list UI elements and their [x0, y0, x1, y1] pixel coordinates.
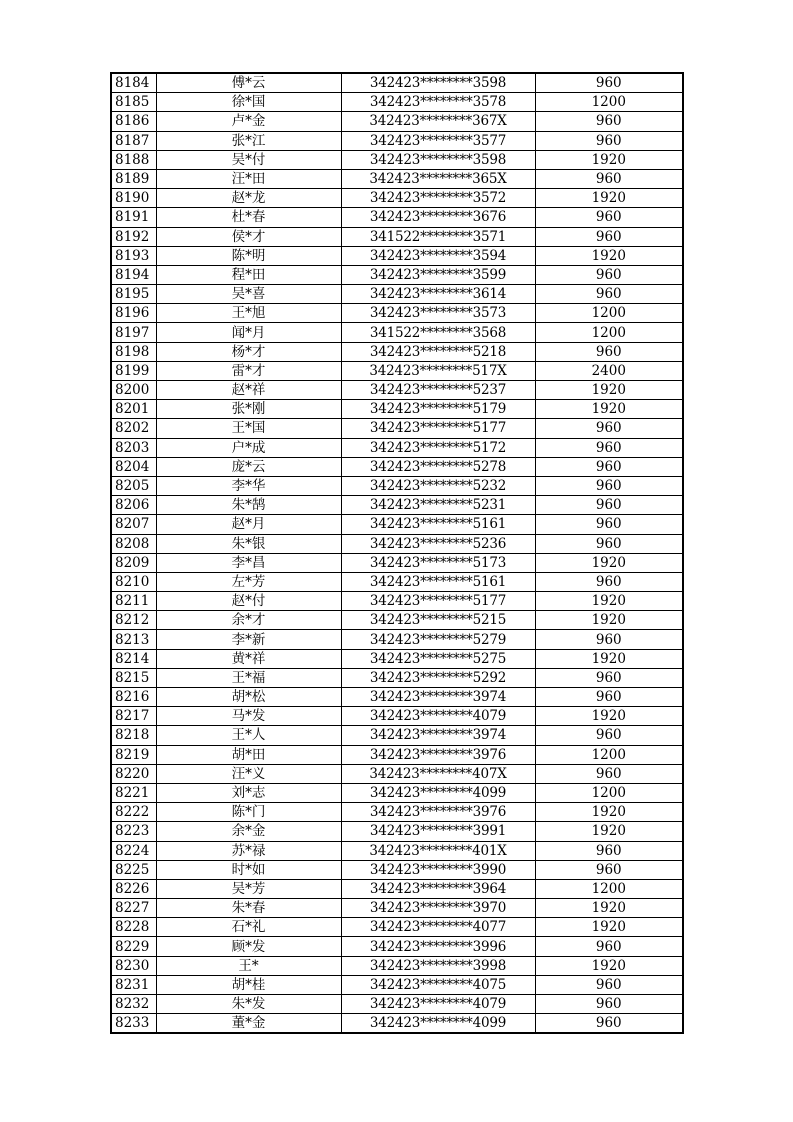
- id-number-cell: 342423********5218: [341, 342, 535, 361]
- amount-cell: 1920: [535, 822, 683, 841]
- amount-cell: 960: [535, 496, 683, 515]
- id-number-cell: 342423********5275: [341, 649, 535, 668]
- table-row: [111, 93, 683, 112]
- row-number-cell: 8227: [111, 899, 156, 918]
- records-body: [111, 73, 683, 1033]
- amount-cell: 1920: [535, 592, 683, 611]
- amount-cell: 1920: [535, 189, 683, 208]
- row-number-cell: 8219: [111, 745, 156, 764]
- amount-cell: 1920: [535, 553, 683, 572]
- table-row: [111, 630, 683, 649]
- table-row: [111, 822, 683, 841]
- row-number-cell: 8200: [111, 381, 156, 400]
- amount-cell: 960: [535, 227, 683, 246]
- row-number-cell: 8215: [111, 668, 156, 687]
- amount-cell: 960: [535, 764, 683, 783]
- table-row: [111, 668, 683, 687]
- row-number-cell: 8217: [111, 707, 156, 726]
- name-cell: 马*发: [156, 707, 341, 726]
- id-number-cell: 342423********4079: [341, 707, 535, 726]
- table-row: [111, 534, 683, 553]
- amount-cell: 1200: [535, 304, 683, 323]
- name-cell: 户*成: [156, 438, 341, 457]
- row-number-cell: 8216: [111, 688, 156, 707]
- row-number-cell: 8221: [111, 783, 156, 802]
- id-number-cell: 342423********5177: [341, 419, 535, 438]
- table-row: [111, 726, 683, 745]
- id-number-cell: 342423********5173: [341, 553, 535, 572]
- name-cell: 王*人: [156, 726, 341, 745]
- id-number-cell: 342423********3614: [341, 285, 535, 304]
- id-number-cell: 342423********5161: [341, 572, 535, 591]
- name-cell: 苏*禄: [156, 841, 341, 860]
- id-number-cell: 342423********4099: [341, 783, 535, 802]
- table-row: [111, 419, 683, 438]
- name-cell: 傅*云: [156, 73, 341, 93]
- amount-cell: 960: [535, 419, 683, 438]
- row-number-cell: 8224: [111, 841, 156, 860]
- id-number-cell: 342423********3578: [341, 93, 535, 112]
- id-number-cell: 342423********5237: [341, 381, 535, 400]
- id-number-cell: 342423********4075: [341, 975, 535, 994]
- amount-cell: 1200: [535, 323, 683, 342]
- name-cell: 赵*月: [156, 515, 341, 534]
- name-cell: 李*昌: [156, 553, 341, 572]
- name-cell: 程*田: [156, 265, 341, 284]
- row-number-cell: 8233: [111, 1014, 156, 1034]
- table-row: [111, 169, 683, 188]
- name-cell: 赵*付: [156, 592, 341, 611]
- table-row: [111, 361, 683, 380]
- amount-cell: 1920: [535, 918, 683, 937]
- amount-cell: 960: [535, 937, 683, 956]
- row-number-cell: 8197: [111, 323, 156, 342]
- amount-cell: 960: [535, 438, 683, 457]
- amount-cell: 1200: [535, 93, 683, 112]
- table-row: [111, 937, 683, 956]
- id-number-cell: 342423********5231: [341, 496, 535, 515]
- name-cell: 朱*发: [156, 995, 341, 1014]
- amount-cell: 1920: [535, 707, 683, 726]
- name-cell: 徐*国: [156, 93, 341, 112]
- name-cell: 顾*发: [156, 937, 341, 956]
- row-number-cell: 8205: [111, 476, 156, 495]
- table-row: [111, 381, 683, 400]
- table-row: [111, 342, 683, 361]
- amount-cell: 960: [535, 265, 683, 284]
- name-cell: 朱*银: [156, 534, 341, 553]
- name-cell: 胡*田: [156, 745, 341, 764]
- amount-cell: 960: [535, 457, 683, 476]
- name-cell: 黄*祥: [156, 649, 341, 668]
- id-number-cell: 342423********5292: [341, 668, 535, 687]
- name-cell: 吴*芳: [156, 879, 341, 898]
- table-row: [111, 572, 683, 591]
- id-number-cell: 342423********3996: [341, 937, 535, 956]
- table-row: [111, 764, 683, 783]
- amount-cell: 1920: [535, 400, 683, 419]
- id-number-cell: 342423********5236: [341, 534, 535, 553]
- id-number-cell: 342423********4079: [341, 995, 535, 1014]
- id-number-cell: 342423********3990: [341, 860, 535, 879]
- name-cell: 朱*鹄: [156, 496, 341, 515]
- id-number-cell: 342423********3598: [341, 150, 535, 169]
- table-row: [111, 592, 683, 611]
- id-number-cell: 342423********401X: [341, 841, 535, 860]
- id-number-cell: 342423********3976: [341, 745, 535, 764]
- name-cell: 王*: [156, 956, 341, 975]
- table-row: [111, 707, 683, 726]
- row-number-cell: 8231: [111, 975, 156, 994]
- table-row: [111, 246, 683, 265]
- id-number-cell: 342423********3970: [341, 899, 535, 918]
- name-cell: 杨*才: [156, 342, 341, 361]
- id-number-cell: 342423********3976: [341, 803, 535, 822]
- row-number-cell: 8229: [111, 937, 156, 956]
- table-row: [111, 304, 683, 323]
- amount-cell: 960: [535, 131, 683, 150]
- amount-cell: 960: [535, 1014, 683, 1034]
- table-row: [111, 553, 683, 572]
- row-number-cell: 8190: [111, 189, 156, 208]
- row-number-cell: 8225: [111, 860, 156, 879]
- id-number-cell: 342423********3676: [341, 208, 535, 227]
- row-number-cell: 8206: [111, 496, 156, 515]
- table-row: [111, 745, 683, 764]
- amount-cell: 960: [535, 73, 683, 93]
- id-number-cell: 342423********407X: [341, 764, 535, 783]
- amount-cell: 1920: [535, 956, 683, 975]
- row-number-cell: 8198: [111, 342, 156, 361]
- row-number-cell: 8207: [111, 515, 156, 534]
- id-number-cell: 342423********3572: [341, 189, 535, 208]
- table-row: [111, 227, 683, 246]
- amount-cell: 960: [535, 860, 683, 879]
- name-cell: 汪*义: [156, 764, 341, 783]
- name-cell: 左*芳: [156, 572, 341, 591]
- table-row: [111, 956, 683, 975]
- id-number-cell: 342423********517X: [341, 361, 535, 380]
- id-number-cell: 342423********3974: [341, 726, 535, 745]
- amount-cell: 960: [535, 342, 683, 361]
- table-row: [111, 150, 683, 169]
- records-table: [110, 72, 684, 1034]
- row-number-cell: 8232: [111, 995, 156, 1014]
- row-number-cell: 8220: [111, 764, 156, 783]
- amount-cell: 960: [535, 515, 683, 534]
- id-number-cell: 342423********3998: [341, 956, 535, 975]
- name-cell: 闻*月: [156, 323, 341, 342]
- name-cell: 赵*龙: [156, 189, 341, 208]
- table-row: [111, 899, 683, 918]
- amount-cell: 1920: [535, 899, 683, 918]
- table-row: [111, 918, 683, 937]
- row-number-cell: 8193: [111, 246, 156, 265]
- table-row: [111, 995, 683, 1014]
- row-number-cell: 8209: [111, 553, 156, 572]
- id-number-cell: 342423********3599: [341, 265, 535, 284]
- id-number-cell: 342423********3573: [341, 304, 535, 323]
- amount-cell: 960: [535, 285, 683, 304]
- table-row: [111, 1014, 683, 1034]
- row-number-cell: 8196: [111, 304, 156, 323]
- row-number-cell: 8211: [111, 592, 156, 611]
- name-cell: 李*华: [156, 476, 341, 495]
- row-number-cell: 8194: [111, 265, 156, 284]
- row-number-cell: 8204: [111, 457, 156, 476]
- id-number-cell: 342423********3964: [341, 879, 535, 898]
- id-number-cell: 342423********4099: [341, 1014, 535, 1034]
- row-number-cell: 8226: [111, 879, 156, 898]
- id-number-cell: 342423********5179: [341, 400, 535, 419]
- row-number-cell: 8212: [111, 611, 156, 630]
- amount-cell: 960: [535, 841, 683, 860]
- row-number-cell: 8186: [111, 112, 156, 131]
- table-row: [111, 285, 683, 304]
- row-number-cell: 8214: [111, 649, 156, 668]
- table-row: [111, 457, 683, 476]
- row-number-cell: 8185: [111, 93, 156, 112]
- id-number-cell: 342423********5172: [341, 438, 535, 457]
- table-row: [111, 208, 683, 227]
- id-number-cell: 342423********5177: [341, 592, 535, 611]
- table-row: [111, 879, 683, 898]
- amount-cell: 2400: [535, 361, 683, 380]
- row-number-cell: 8184: [111, 73, 156, 93]
- name-cell: 时*如: [156, 860, 341, 879]
- amount-cell: 1920: [535, 246, 683, 265]
- name-cell: 李*新: [156, 630, 341, 649]
- id-number-cell: 342423********367X: [341, 112, 535, 131]
- row-number-cell: 8203: [111, 438, 156, 457]
- amount-cell: 960: [535, 534, 683, 553]
- name-cell: 杜*春: [156, 208, 341, 227]
- name-cell: 刘*志: [156, 783, 341, 802]
- id-number-cell: 342423********3598: [341, 73, 535, 93]
- row-number-cell: 8218: [111, 726, 156, 745]
- table-row: [111, 841, 683, 860]
- amount-cell: 960: [535, 630, 683, 649]
- id-number-cell: 342423********5278: [341, 457, 535, 476]
- row-number-cell: 8223: [111, 822, 156, 841]
- amount-cell: 1200: [535, 783, 683, 802]
- amount-cell: 960: [535, 726, 683, 745]
- id-number-cell: 341522********3568: [341, 323, 535, 342]
- table-row: [111, 496, 683, 515]
- id-number-cell: 342423********365X: [341, 169, 535, 188]
- name-cell: 王*旭: [156, 304, 341, 323]
- id-number-cell: 342423********4077: [341, 918, 535, 937]
- id-number-cell: 341522********3571: [341, 227, 535, 246]
- amount-cell: 960: [535, 476, 683, 495]
- name-cell: 赵*祥: [156, 381, 341, 400]
- amount-cell: 1200: [535, 745, 683, 764]
- row-number-cell: 8187: [111, 131, 156, 150]
- row-number-cell: 8230: [111, 956, 156, 975]
- name-cell: 余*才: [156, 611, 341, 630]
- amount-cell: 960: [535, 208, 683, 227]
- table-row: [111, 688, 683, 707]
- name-cell: 侯*才: [156, 227, 341, 246]
- id-number-cell: 342423********5161: [341, 515, 535, 534]
- row-number-cell: 8213: [111, 630, 156, 649]
- table-row: [111, 783, 683, 802]
- amount-cell: 960: [535, 169, 683, 188]
- table-row: [111, 112, 683, 131]
- name-cell: 王*福: [156, 668, 341, 687]
- row-number-cell: 8201: [111, 400, 156, 419]
- name-cell: 卢*金: [156, 112, 341, 131]
- record-sheet: [110, 72, 684, 1034]
- amount-cell: 1920: [535, 649, 683, 668]
- amount-cell: 960: [535, 112, 683, 131]
- amount-cell: 960: [535, 995, 683, 1014]
- row-number-cell: 8202: [111, 419, 156, 438]
- amount-cell: 1920: [535, 381, 683, 400]
- table-row: [111, 400, 683, 419]
- name-cell: 庞*云: [156, 457, 341, 476]
- name-cell: 吴*喜: [156, 285, 341, 304]
- name-cell: 张*江: [156, 131, 341, 150]
- row-number-cell: 8208: [111, 534, 156, 553]
- name-cell: 张*刚: [156, 400, 341, 419]
- name-cell: 朱*春: [156, 899, 341, 918]
- name-cell: 雷*才: [156, 361, 341, 380]
- table-row: [111, 611, 683, 630]
- name-cell: 王*国: [156, 419, 341, 438]
- id-number-cell: 342423********3991: [341, 822, 535, 841]
- row-number-cell: 8195: [111, 285, 156, 304]
- id-number-cell: 342423********5232: [341, 476, 535, 495]
- table-row: [111, 476, 683, 495]
- amount-cell: 960: [535, 975, 683, 994]
- row-number-cell: 8192: [111, 227, 156, 246]
- name-cell: 陈*明: [156, 246, 341, 265]
- row-number-cell: 8191: [111, 208, 156, 227]
- name-cell: 陈*门: [156, 803, 341, 822]
- name-cell: 胡*桂: [156, 975, 341, 994]
- table-row: [111, 803, 683, 822]
- amount-cell: 960: [535, 688, 683, 707]
- table-row: [111, 438, 683, 457]
- amount-cell: 960: [535, 572, 683, 591]
- table-row: [111, 265, 683, 284]
- id-number-cell: 342423********3577: [341, 131, 535, 150]
- table-row: [111, 975, 683, 994]
- id-number-cell: 342423********5279: [341, 630, 535, 649]
- table-row: [111, 860, 683, 879]
- table-row: [111, 649, 683, 668]
- name-cell: 董*金: [156, 1014, 341, 1034]
- table-row: [111, 131, 683, 150]
- table-row: [111, 323, 683, 342]
- row-number-cell: 8210: [111, 572, 156, 591]
- id-number-cell: 342423********3594: [341, 246, 535, 265]
- row-number-cell: 8228: [111, 918, 156, 937]
- id-number-cell: 342423********5215: [341, 611, 535, 630]
- id-number-cell: 342423********3974: [341, 688, 535, 707]
- name-cell: 吴*付: [156, 150, 341, 169]
- table-row: [111, 73, 683, 93]
- amount-cell: 1920: [535, 611, 683, 630]
- amount-cell: 960: [535, 668, 683, 687]
- name-cell: 石*礼: [156, 918, 341, 937]
- amount-cell: 1200: [535, 879, 683, 898]
- row-number-cell: 8222: [111, 803, 156, 822]
- row-number-cell: 8199: [111, 361, 156, 380]
- amount-cell: 1920: [535, 803, 683, 822]
- table-row: [111, 515, 683, 534]
- name-cell: 汪*田: [156, 169, 341, 188]
- name-cell: 胡*松: [156, 688, 341, 707]
- row-number-cell: 8189: [111, 169, 156, 188]
- row-number-cell: 8188: [111, 150, 156, 169]
- amount-cell: 1920: [535, 150, 683, 169]
- table-row: [111, 189, 683, 208]
- name-cell: 余*金: [156, 822, 341, 841]
